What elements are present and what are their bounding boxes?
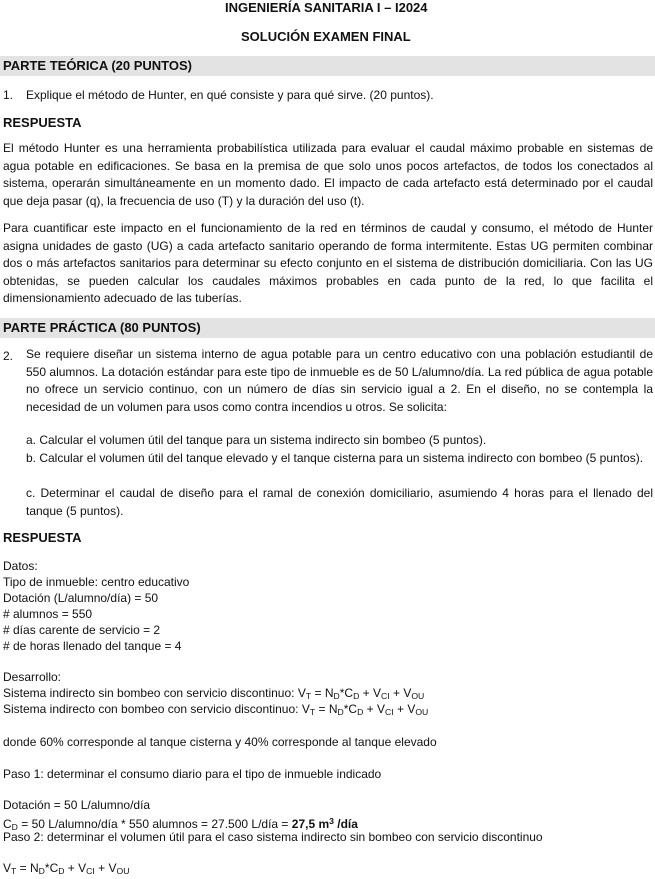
- formula-sub-ou: OU: [415, 707, 429, 718]
- formula-con-bombeo: [3, 702, 428, 720]
- cd-sub-d: D: [11, 822, 18, 833]
- formula-star: *: [343, 702, 349, 716]
- teoria-paragraph-2: Para cuantificar este impacto en el funcionamiento de la red en términos de caudal y consumo, el método de Hunter asigna unidades de gasto (UG) a cada artefacto sanitario operando de forma intermitente. Estas UG permiten combinar dos o más artefactos sanitarios para determinar su efecto conjunto en el sistema de distribución domiciliaria. Con las UG obtenidas, se pueden calcular los caudales máximos probables en cada punto de la red, lo que facilita el dimensionamiento adecuado de las tuberías.: [3, 221, 653, 306]
- dato-tipo-inmueble: Tipo de inmueble: centro educativo: [3, 575, 190, 589]
- item-b: b. Calcular el volumen útil del tanque elevado y el tanque cisterna para un sistema indirecto con bombeo (5 puntos).: [26, 451, 644, 465]
- formula-eq: =: [311, 686, 325, 700]
- section-band-practica: [0, 318, 655, 338]
- formula-plus2: +: [393, 702, 408, 716]
- desarrollo-label: Desarrollo:: [3, 670, 62, 684]
- respuesta-label-teoria: RESPUESTA: [3, 115, 82, 130]
- cd-c: C: [3, 816, 12, 831]
- question-number-2: 2.: [3, 349, 14, 363]
- cd-result: [292, 817, 358, 831]
- document-title: INGENIERÍA SANITARIA I – I2024: [225, 0, 428, 15]
- formula-sub-t: T: [309, 707, 316, 718]
- formula-v-ci: V: [372, 686, 381, 700]
- document-subtitle: SOLUCIÓN EXAMEN FINAL: [241, 29, 411, 44]
- formula-v: V: [3, 861, 12, 875]
- formula-plus2: +: [389, 686, 404, 700]
- item-a: a. Calcular el volumen útil del tanque para un sistema indirecto sin bombeo (5 puntos).: [26, 433, 487, 447]
- formula-c: C: [344, 686, 354, 700]
- respuesta-label-practica: RESPUESTA: [3, 530, 82, 545]
- item-c: c. Determinar el caudal de diseño para el ramal de conexión domiciliario, asumiendo 4 horas para el llenado del tanque (5 puntos).: [26, 486, 653, 518]
- formula-star: *: [339, 686, 345, 700]
- formula-n: N: [328, 702, 338, 716]
- question-number-1: 1.: [3, 88, 14, 102]
- formula-sub-d: D: [333, 691, 340, 702]
- paso-2: Paso 2: determinar el volumen útil para el caso sistema indirecto sin bombeo con servicio discontinuo: [3, 830, 543, 844]
- reparto-text: donde 60% corresponde al tanque cisterna y 40% corresponde al tanque elevado: [3, 735, 437, 749]
- question-text-2: Se requiere diseñar un sistema interno de agua potable para un centro educativo con una población estudiantil de 550 alumnos. La dotación estándar para este tipo de inmueble es de 50 L/alumno/día. La red pública de agua potable no ofrece un servicio continuo, con un número de días sin servicio igual a 2. En el diseño, no se contempla la necesidad de un volumen para usos como contra incendios u otros. Se solicita:: [26, 347, 653, 414]
- formula-sub-ci: CI: [385, 707, 394, 718]
- formula-plus: +: [363, 702, 377, 716]
- question-text-1: Explique el método de Hunter, en qué consiste y para qué sirve. (20 puntos).: [26, 88, 434, 102]
- dato-dias-sin-servicio: # días carente de servicio = 2: [3, 623, 161, 637]
- formula-sub-ou: OU: [411, 691, 425, 702]
- cd-result-value: 27,5 m: [291, 816, 330, 831]
- dato-horas-llenado: # de horas llenado del tanque = 4: [3, 639, 182, 653]
- formula-sub-d2: D: [357, 707, 364, 718]
- formula-sub-t: T: [305, 691, 312, 702]
- formula-c: C: [49, 861, 59, 875]
- formula-plus: +: [64, 861, 79, 875]
- formula-v-ci: V: [376, 702, 385, 716]
- formula-v-ou: V: [108, 861, 117, 875]
- cd-result-exponent: 3: [329, 816, 334, 826]
- formula-sub-d: D: [337, 707, 344, 718]
- dato-dotacion: Dotación (L/alumno/día) = 50: [3, 591, 159, 605]
- formula-n: N: [324, 686, 334, 700]
- formula-c: C: [348, 702, 358, 716]
- formula-sub-ou: OU: [116, 866, 130, 877]
- formula-sub-t: T: [11, 866, 17, 877]
- formula-sub-d2: D: [58, 866, 65, 877]
- formula-sub-ci: CI: [381, 691, 390, 702]
- sin-bombeo-label: Sistema indirecto sin bombeo con servicio discontinuo:: [3, 686, 298, 700]
- teoria-paragraph-1: El método Hunter es una herramienta probabilística utilizada para evaluar el caudal máximo probable en sistemas de agua potable en edificaciones. Se basa en la premisa de que solo unos pocos artefactos, de todos los conectados al sistema, operarán simultáneamente en un momento dado. El impacto de cada artefacto está determinado por el caudal que deja pasar (q), la frecuencia de uso (T) y la duración del uso (t).: [3, 141, 653, 208]
- dato-alumnos: # alumnos = 550: [3, 607, 93, 621]
- formula-v: V: [301, 702, 310, 716]
- section-heading-practica: PARTE PRÁCTICA (80 PUNTOS): [3, 320, 201, 335]
- formula-plus2: +: [94, 861, 109, 875]
- cd-expression: = 50 L/alumno/día * 550 alumnos = 27.500 L/día =: [17, 816, 292, 831]
- formula-sub-ci: CI: [86, 866, 95, 877]
- con-bombeo-label: Sistema indirecto con bombeo con servicio discontinuo:: [3, 702, 302, 716]
- cd-result-unit: /día: [333, 816, 358, 831]
- section-heading-teoria: PARTE TEÓRICA (20 PUNTOS): [3, 58, 193, 73]
- formula-v-ci: V: [78, 861, 87, 875]
- formula-star: *: [44, 861, 50, 875]
- formula-v: V: [297, 686, 306, 700]
- datos-label: Datos:: [3, 559, 38, 573]
- formula-final: [3, 861, 129, 879]
- formula-n: N: [29, 861, 39, 875]
- section-band-teoria: [0, 56, 655, 76]
- formula-v-ou: V: [407, 702, 416, 716]
- dotacion-line: Dotación = 50 L/alumno/día: [3, 798, 151, 812]
- formula-eq: =: [315, 702, 329, 716]
- formula-plus: +: [359, 686, 373, 700]
- paso-1: Paso 1: determinar el consumo diario para el tipo de inmueble indicado: [3, 767, 382, 781]
- formula-eq: =: [16, 861, 30, 875]
- formula-sub-d: D: [38, 866, 45, 877]
- formula-v-ou: V: [403, 686, 412, 700]
- formula-sub-d2: D: [353, 691, 360, 702]
